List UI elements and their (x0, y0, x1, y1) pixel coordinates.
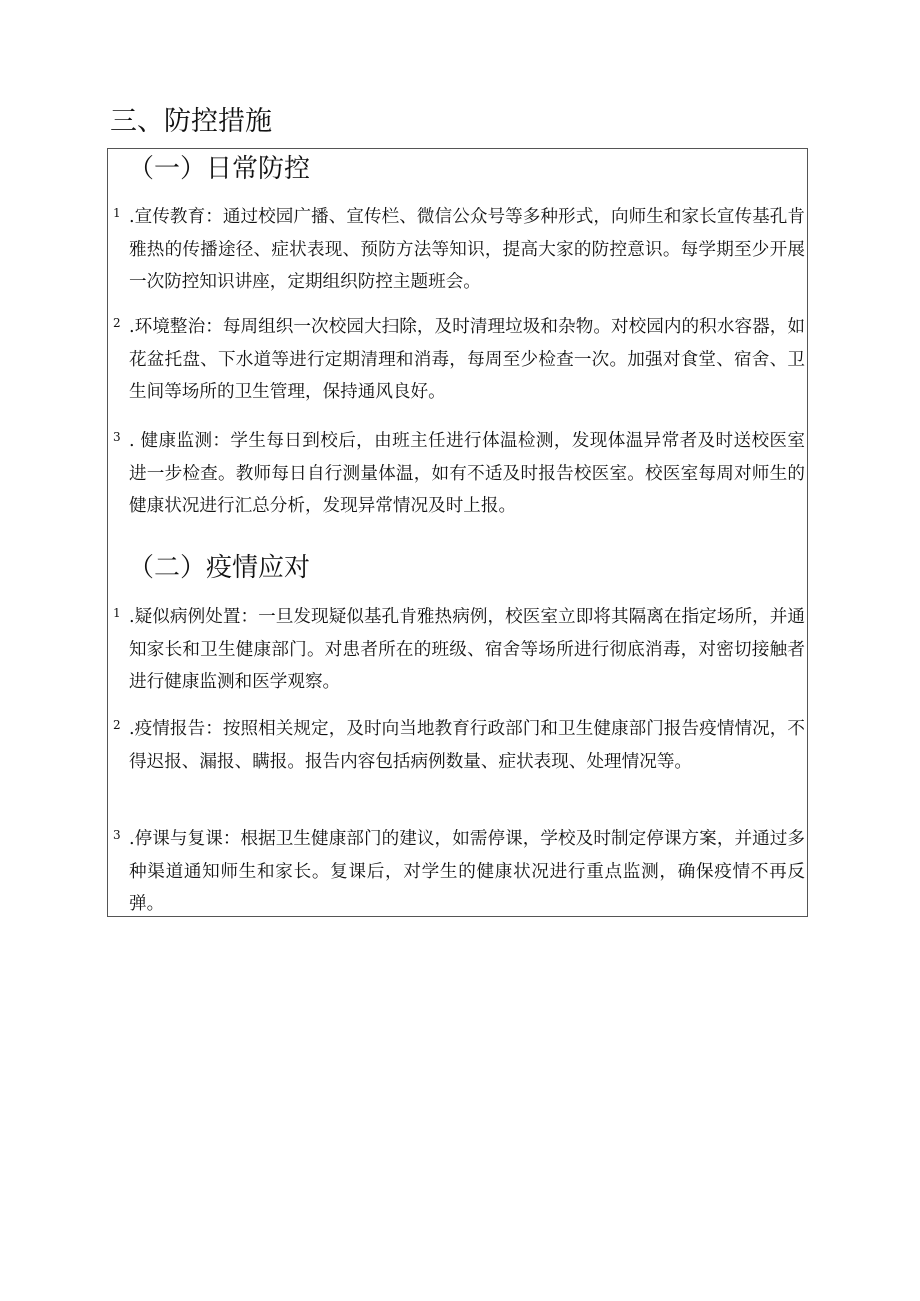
item-number: 3 (113, 828, 121, 842)
item-text: .环境整治：每周组织一次校园大扫除，及时清理垃圾和杂物。对校园内的积水容器，如花盆托盘、下水道等进行定期清理和消毒，每周至少检查一次。加强对食堂、宿舍、卫生间等场所的卫生管理，保持通风良好。 (129, 317, 805, 402)
item-number: 2 (113, 718, 121, 732)
item-number: 1 (113, 206, 121, 220)
measures-box (107, 148, 808, 917)
item-text: .疑似病例处置：一旦发现疑似基孔肯雅热病例，校医室立即将其隔离在指定场所，并通知家长和卫生健康部门。对患者所在的班级、宿舍等场所进行彻底消毒，对密切接触者进行健康监测和医学观察。 (129, 607, 805, 692)
item-number: 3 (113, 430, 121, 444)
item-text: . 健康监测：学生每日到校后，由班主任进行体温检测，发现体温异常者及时送校医室进一步检查。教师每日自行测量体温，如有不适及时报告校医室。校医室每周对师生的健康状况进行汇总分析，发现异常情况及时上报。 (129, 431, 805, 516)
item-text: .停课与复课：根据卫生健康部门的建议，如需停课，学校及时制定停课方案，并通过多种渠道通知师生和家长。复课后，对学生的健康状况进行重点监测，确保疫情不再反弹。 (129, 829, 805, 914)
daily-prevention-heading: （一）日常防控 (128, 154, 311, 184)
item-number: 1 (113, 606, 121, 620)
item-text: .宣传教育：通过校园广播、宣传栏、微信公众号等多种形式，向师生和家长宣传基孔肯雅热的传播途径、症状表现、预防方法等知识，提高大家的防控意识。每学期至少开展一次防控知识讲座，定期组织防控主题班会。 (129, 207, 805, 292)
item-text: .疫情报告：按照相关规定，及时向当地教育行政部门和卫生健康部门报告疫情情况，不得迟报、漏报、瞒报。报告内容包括病例数量、症状表现、处理情况等。 (129, 719, 805, 772)
item-number: 2 (113, 316, 121, 330)
epidemic-response-heading: （二）疫情应对 (128, 553, 311, 583)
section-title: 三、防控措施 (110, 106, 272, 137)
